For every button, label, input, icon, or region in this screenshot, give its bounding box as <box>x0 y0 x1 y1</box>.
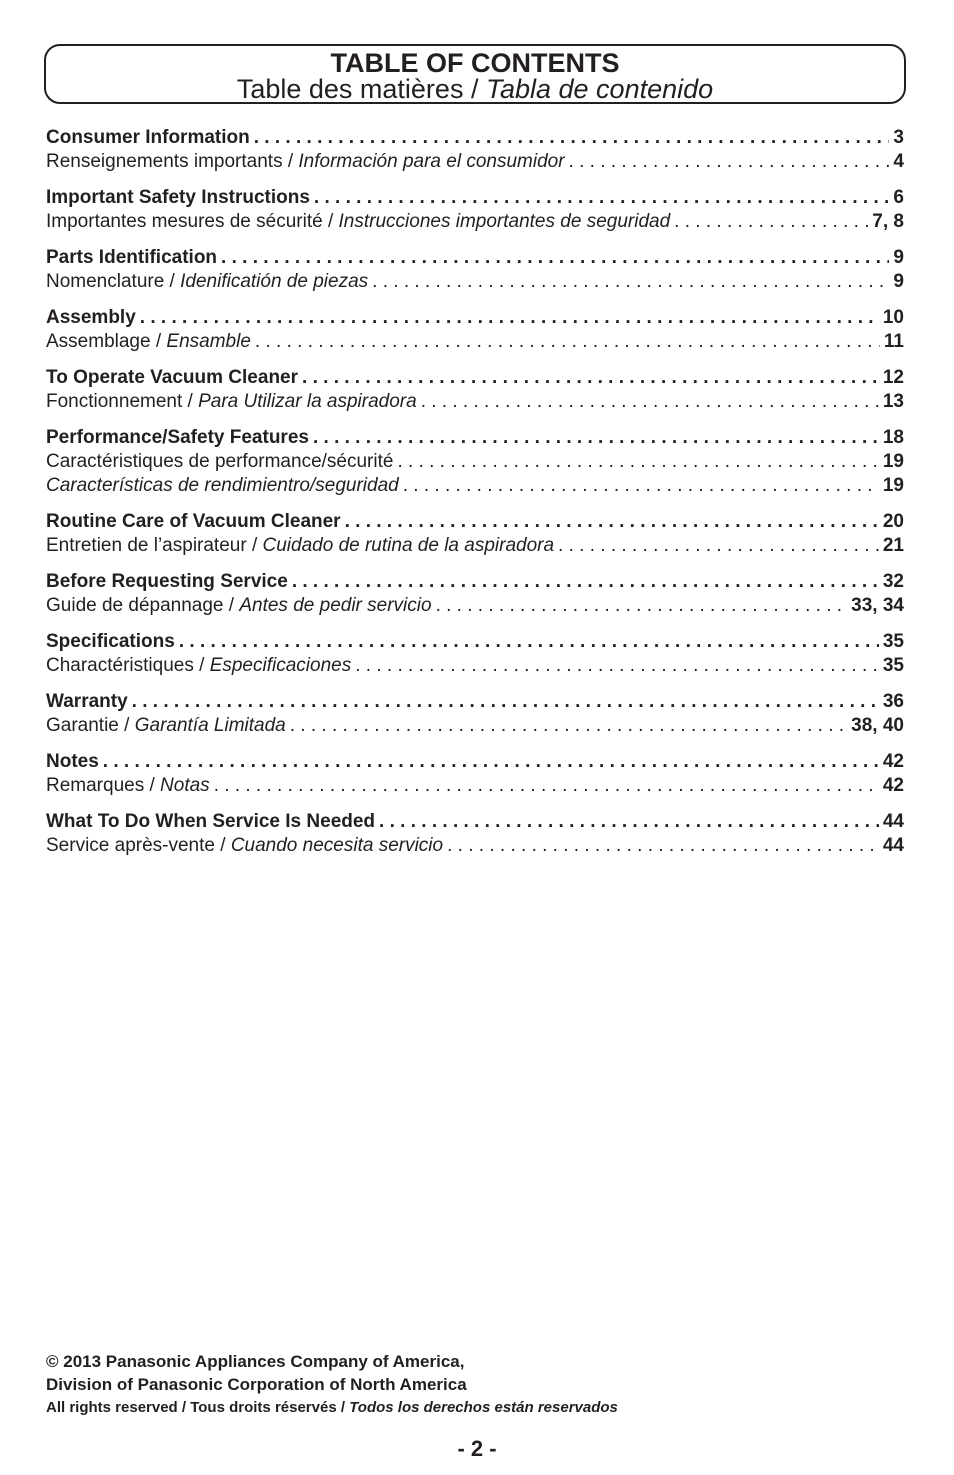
toc-entry-text: Routine Care of Vacuum Cleaner <box>46 511 341 532</box>
toc-subentry <box>46 330 904 354</box>
toc-page-number: 33, 34 <box>851 595 904 616</box>
toc-page-number: 20 <box>882 511 904 532</box>
toc-group <box>46 306 904 354</box>
toc-group <box>46 126 904 174</box>
toc-subentry <box>46 390 904 414</box>
toc-subentry <box>46 774 904 798</box>
toc-entry-translation: Garantía Limitada <box>134 715 286 736</box>
toc-page-number: 38, 40 <box>851 715 904 736</box>
toc-entry-translation: Cuando necesita servicio <box>230 835 444 856</box>
toc-entry-text: Fonctionnement / <box>46 391 199 412</box>
toc-entry <box>46 570 904 594</box>
toc-entry <box>46 750 904 774</box>
page-number: - 2 - <box>457 1436 497 1461</box>
toc-group <box>46 630 904 678</box>
toc-entry-label <box>46 594 432 618</box>
dot-leader <box>254 126 890 150</box>
toc-entry-text: Remarques / <box>46 775 161 796</box>
toc-page-number: 44 <box>882 835 904 856</box>
toc-entry-translation: Información para el consumidor <box>298 151 565 172</box>
dot-leader <box>421 390 879 414</box>
toc-entry-label <box>46 834 443 858</box>
toc-page-number: 32 <box>882 571 904 592</box>
toc-subtitle-es: Tabla de contenido <box>485 74 714 104</box>
toc-entry-label <box>46 810 375 834</box>
dot-leader <box>355 654 879 678</box>
toc-page-number: 9 <box>893 271 904 292</box>
toc-entry <box>46 366 904 390</box>
toc-entry-translation: Para Utilizar la aspiradora <box>198 391 417 412</box>
toc-page-number: 10 <box>882 307 904 328</box>
toc-entry-text: Specifications <box>46 631 175 652</box>
toc-title-box <box>44 44 906 104</box>
toc-entry-label <box>46 270 368 294</box>
toc-entry <box>46 690 904 714</box>
toc-entry-translation: Antes de pedir servicio <box>239 595 432 616</box>
toc-entry-translation: Idenificatión de piezas <box>180 271 369 292</box>
dot-leader <box>379 810 879 834</box>
toc-page-number: 4 <box>893 151 904 172</box>
toc-page-number: 7, 8 <box>872 211 904 232</box>
toc-entry-text: Performance/Safety Features <box>46 427 309 448</box>
division-line: Division of Panasonic Corporation of North America <box>46 1375 467 1394</box>
toc-group <box>46 246 904 294</box>
toc-entry-text: Caractéristiques de performance/sécurité <box>46 451 394 472</box>
toc-entry-text: Notes <box>46 751 99 772</box>
footer <box>46 1350 618 1420</box>
toc-entry <box>46 306 904 330</box>
dot-leader <box>372 270 889 294</box>
dot-leader <box>103 750 879 774</box>
dot-leader <box>302 366 879 390</box>
dot-leader <box>447 834 879 858</box>
dot-leader <box>569 150 890 174</box>
toc-entry-label <box>46 690 128 714</box>
toc-entry <box>46 426 904 450</box>
rights-line <box>46 1396 618 1420</box>
toc-entry-translation: Ensamble <box>166 331 251 352</box>
toc-entry-label <box>46 654 351 678</box>
toc-entry-text: Nomenclature / <box>46 271 181 292</box>
toc-subentry <box>46 534 904 558</box>
toc-entry-text: Charactéristiques / <box>46 655 210 676</box>
toc-subentry <box>46 150 904 174</box>
toc-entry-label <box>46 210 670 234</box>
toc-group <box>46 810 904 858</box>
toc-page-number: 42 <box>882 775 904 796</box>
toc-subentry <box>46 654 904 678</box>
toc-entry <box>46 630 904 654</box>
toc-entry-label <box>46 714 286 738</box>
toc-title: TABLE OF CONTENTS <box>330 48 620 78</box>
toc-entry-text: Parts Identification <box>46 247 218 268</box>
dot-leader <box>314 186 890 210</box>
toc-entry-label <box>46 534 554 558</box>
copyright-line: © 2013 Panasonic Appliances Company of America, <box>46 1352 465 1371</box>
toc-group <box>46 366 904 414</box>
toc-page-number: 6 <box>893 187 904 208</box>
toc-group <box>46 690 904 738</box>
toc-entry-label <box>46 390 417 414</box>
toc-subentry <box>46 450 904 474</box>
toc-entry-text: Entretien de l’aspirateur / <box>46 535 263 556</box>
toc-subentry <box>46 210 904 234</box>
toc-list <box>46 126 904 870</box>
toc-entry-label <box>46 630 175 654</box>
toc-group <box>46 426 904 498</box>
toc-subentry <box>46 714 904 738</box>
toc-entry-text: Assembly <box>46 307 136 328</box>
dot-leader <box>345 510 879 534</box>
toc-entry-text: Assemblage / <box>46 331 167 352</box>
toc-entry-text: Importantes mesures de sécurité / <box>46 211 339 232</box>
toc-entry-label <box>46 186 310 210</box>
toc-entry <box>46 246 904 270</box>
toc-entry-label <box>46 246 217 270</box>
dot-leader <box>313 426 879 450</box>
rights-prefix: All rights reserved / Tous droits réservés / <box>46 1399 350 1416</box>
toc-entry-translation: Especificaciones <box>209 655 352 676</box>
toc-subtitle <box>46 74 904 104</box>
toc-group <box>46 750 904 798</box>
toc-entry-translation: Instrucciones importantes de seguridad <box>338 211 671 232</box>
toc-entry-translation: Notas <box>160 775 210 796</box>
toc-subentry <box>46 474 904 498</box>
toc-entry-translation: Cuidado de rutina de la aspiradora <box>262 535 555 556</box>
toc-entry-label <box>46 306 136 330</box>
dot-leader <box>436 594 848 618</box>
toc-entry-text: Renseignements importants / <box>46 151 299 172</box>
toc-group <box>46 186 904 234</box>
toc-page-number: 36 <box>882 691 904 712</box>
toc-entry-label <box>46 750 99 774</box>
toc-subtitle-fr: Table des matières / <box>236 74 486 104</box>
toc-page-number: 21 <box>882 535 904 556</box>
dot-leader <box>292 570 879 594</box>
dot-leader <box>403 474 879 498</box>
rights-es: Todos los derechos están reservados <box>349 1399 618 1416</box>
toc-subentry <box>46 594 904 618</box>
toc-group <box>46 510 904 558</box>
toc-page-number: 19 <box>882 451 904 472</box>
toc-page-number: 3 <box>893 127 904 148</box>
toc-entry <box>46 186 904 210</box>
toc-page-number: 35 <box>882 655 904 676</box>
toc-entry-text: Before Requesting Service <box>46 571 288 592</box>
toc-page-number: 12 <box>882 367 904 388</box>
toc-page-number: 18 <box>882 427 904 448</box>
dot-leader <box>558 534 879 558</box>
dot-leader <box>132 690 879 714</box>
dot-leader <box>140 306 879 330</box>
toc-entry-text: Warranty <box>46 691 128 712</box>
toc-page-number: 11 <box>883 331 904 352</box>
dot-leader <box>221 246 889 270</box>
toc-page-number: 13 <box>882 391 904 412</box>
toc-subentry <box>46 270 904 294</box>
toc-subentry <box>46 834 904 858</box>
toc-entry <box>46 510 904 534</box>
toc-entry-label <box>46 774 210 798</box>
toc-entry-text: Important Safety Instructions <box>46 187 310 208</box>
toc-entry-text: What To Do When Service Is Needed <box>46 811 376 832</box>
toc-entry-label <box>46 570 288 594</box>
toc-entry-label <box>46 474 399 498</box>
dot-leader <box>397 450 878 474</box>
dot-leader <box>214 774 879 798</box>
dot-leader <box>179 630 879 654</box>
toc-entry-text: To Operate Vacuum Cleaner <box>46 367 299 388</box>
toc-entry-text: Consumer Information <box>46 127 250 148</box>
toc-page-number: 19 <box>882 475 904 496</box>
toc-entry-text: Garantie / <box>46 715 135 736</box>
toc-entry-text: Service après-vente / <box>46 835 231 856</box>
toc-entry-text: Guide de dépannage / <box>46 595 240 616</box>
toc-page-number: 9 <box>893 247 904 268</box>
toc-entry-label <box>46 126 250 150</box>
dot-leader <box>290 714 847 738</box>
toc-entry-label <box>46 150 565 174</box>
dot-leader <box>255 330 880 354</box>
toc-entry-label <box>46 366 298 390</box>
toc-page-number: 42 <box>882 751 904 772</box>
toc-entry-label <box>46 510 341 534</box>
toc-entry-label <box>46 450 393 474</box>
toc-entry-label <box>46 426 309 450</box>
toc-entry <box>46 126 904 150</box>
dot-leader <box>674 210 868 234</box>
toc-entry-translation: Características de rendimientro/seguridad <box>46 475 399 496</box>
toc-page-number: 44 <box>882 811 904 832</box>
toc-page-number: 35 <box>882 631 904 652</box>
toc-group <box>46 570 904 618</box>
toc-entry-label <box>46 330 251 354</box>
toc-entry <box>46 810 904 834</box>
